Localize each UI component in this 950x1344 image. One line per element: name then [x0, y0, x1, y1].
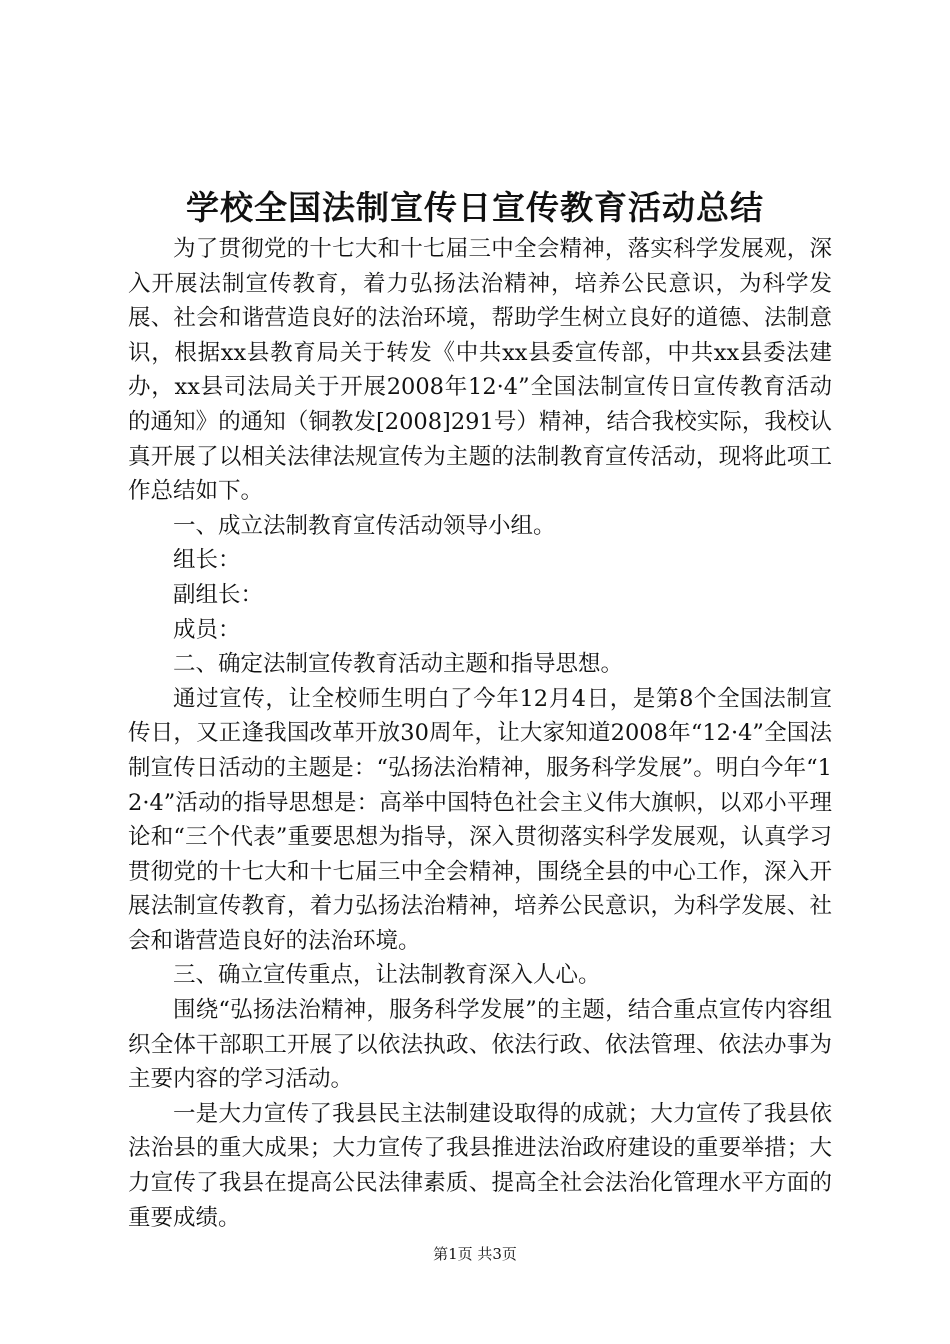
group-leader-line: 组长： — [173, 547, 241, 574]
paragraph-theme: 通过宣传，让全校师生明白了今年12月4日，是第8个全国法制宣传日，又正逢我国改革开放30周年，让大家知道2008年“12·4”全国法制宣传日活动的主题是：“弘扬法治精神，服务科学发展”。明白今年“12·4”活动的指导思想是：高举中国特色社会主义伟大旗帜，以邓小平理论和“三个代表”重要思想为指导，深入贯彻落实科学发展观，认真学习贯彻党的十七大和十七届三中全会精神，围绕全县的中心工作，深入开展法制宣传教育，着力弘扬法治精神，培养公民意识，为科学发展、社会和谐营造良好的法治环境。 — [128, 685, 832, 954]
heading-section-3: 三、确立宣传重点，让法制教育深入人心。 — [173, 962, 601, 989]
members-line: 成员： — [173, 616, 241, 643]
document-body — [128, 232, 832, 1235]
paragraph-study: 围绕“弘扬法治精神，服务科学发展”的主题，结合重点宣传内容组织全体干部职工开展了以依法执政、依法行政、依法管理、依法办事为主要内容的学习活动。 — [128, 997, 832, 1093]
paragraph-intro: 为了贯彻党的十七大和十七届三中全会精神，落实科学发展观，深入开展法制宣传教育，着力弘扬法治精神，培养公民意识，为科学发展、社会和谐营造良好的法治环境，帮助学生树立良好的道德、法制意识，根据xx县教育局关于转发《中共xx县委宣传部，中共xx县委法建办，xx县司法局关于开展2008年12·4”全国法制宣传日宣传教育活动的通知》的通知（铜教发[2008]291号）精神，结合我校实际，我校认真开展了以相关法律法规宣传为主题的法制教育宣传活动，现将此项工作总结如下。 — [128, 236, 832, 505]
page-footer: 第1页 共3页 — [433, 1245, 517, 1263]
document-title: 学校全国法制宣传日宣传教育活动总结 — [186, 188, 764, 227]
deputy-leader-line: 副组长： — [173, 581, 264, 608]
heading-section-1: 一、成立法制教育宣传活动领导小组。 — [173, 512, 556, 539]
heading-section-2: 二、确定法制宣传教育活动主题和指导思想。 — [173, 651, 624, 678]
paragraph-achievements: 一是大力宣传了我县民主法制建设取得的成就；大力宣传了我县依法治县的重大成果；大力宣传了我县推进法治政府建设的重要举措；大力宣传了我县在提高公民法律素质、提高全社会法治化管理水平方面的重要成绩。 — [128, 1100, 832, 1231]
